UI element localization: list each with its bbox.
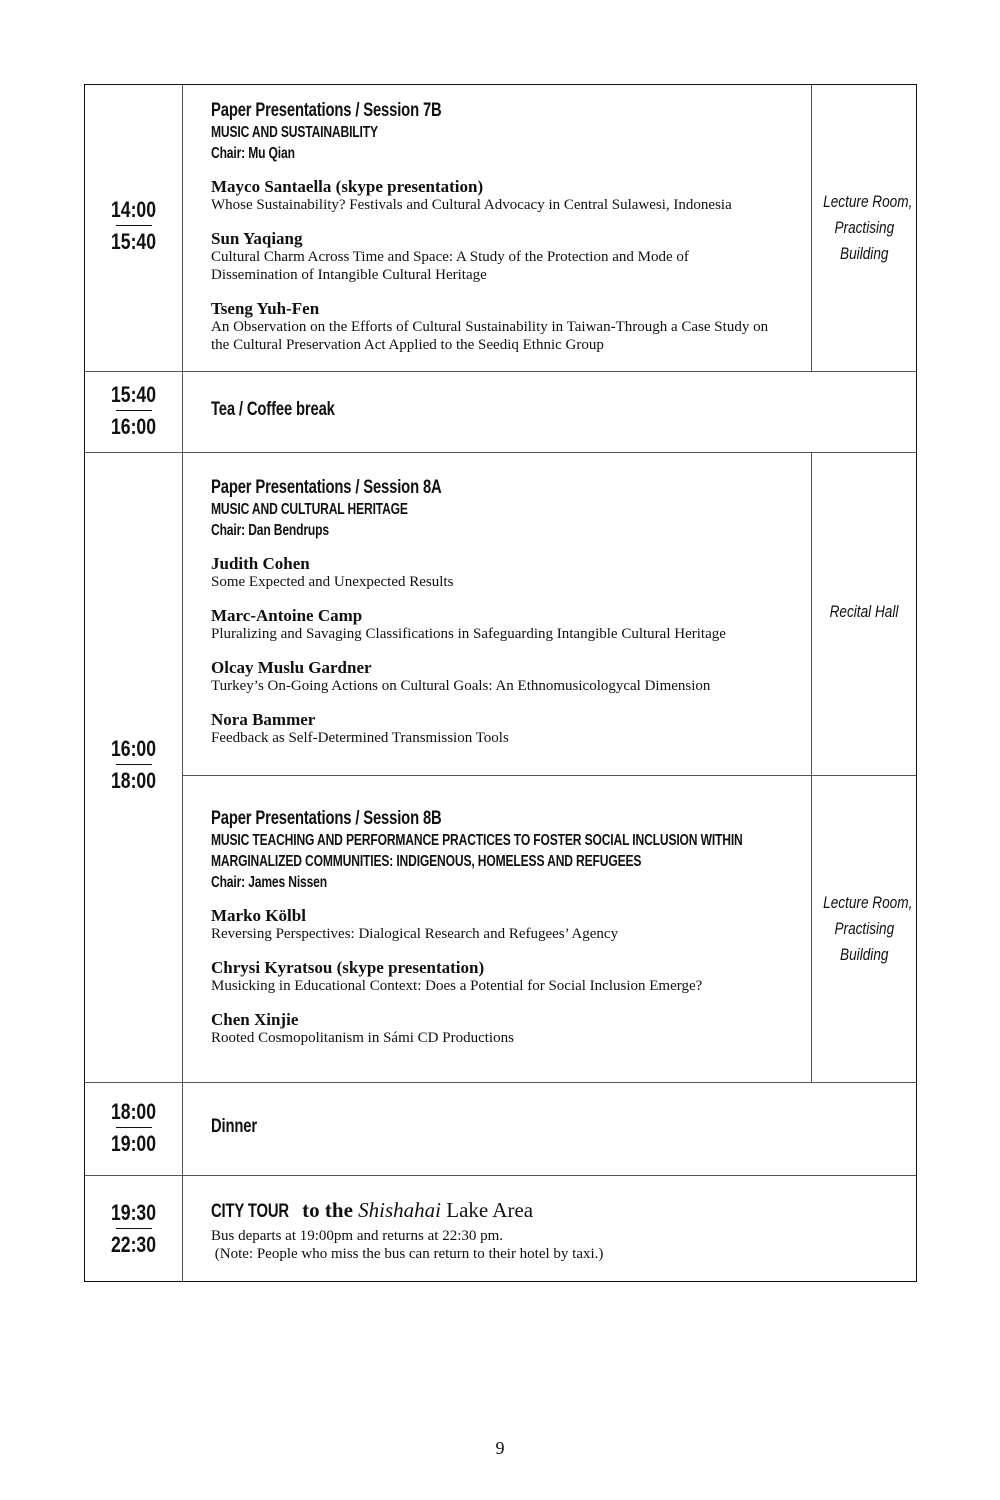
time-separator <box>116 1127 152 1128</box>
presentation <box>211 230 811 284</box>
presenter-name: Chrysi Kyratsou (skype presentation) <box>211 958 485 977</box>
city-tour-content <box>211 1197 811 1263</box>
start-time: 14:00 <box>110 197 157 222</box>
presenter-name: Olcay Muslu Gardner <box>211 658 372 677</box>
presentation-title: Whose Sustainability? Festivals and Cultural Advocacy in Central Sulawesi, Indonesia <box>211 197 732 213</box>
presentation-title: Turkey’s On-Going Actions on Cultural Goals: An Ethnomusicologycal Dimension <box>211 678 711 694</box>
time-range <box>85 382 182 440</box>
time-range <box>85 197 182 255</box>
location-line: Lecture Room, <box>823 893 913 912</box>
session-title: Paper Presentations / Session 8A <box>211 477 442 498</box>
location-line: Recital Hall <box>829 602 899 621</box>
start-time: 16:00 <box>110 736 157 761</box>
session-title: Paper Presentations / Session 7B <box>211 100 442 121</box>
presentation-title: Musicking in Educational Context: Does a Potential for Social Inclusion Emerge? <box>211 978 703 994</box>
start-time: 15:40 <box>110 382 157 407</box>
session-divider <box>182 775 916 776</box>
presentation <box>211 907 893 943</box>
presentation <box>211 555 811 591</box>
session-content <box>211 99 811 354</box>
schedule-row-city-tour <box>85 1175 916 1282</box>
location-line: Building <box>839 945 889 964</box>
session-theme-line: MUSIC TEACHING AND PERFORMANCE PRACTICES TO FOSTER SOCIAL INCLUSION WITHIN <box>211 832 743 849</box>
time-separator <box>116 764 152 765</box>
city-tour-title <box>211 1197 811 1225</box>
session-chair: Chair: Dan Bendrups <box>211 522 329 539</box>
location-cell <box>811 452 916 775</box>
presentation <box>211 959 893 995</box>
time-range <box>85 1200 182 1258</box>
city-tour-prefix: CITY TOUR <box>211 1201 289 1222</box>
time-range <box>85 736 182 794</box>
time-range <box>85 1099 182 1157</box>
presentation-title-line: An Observation on the Efforts of Cultural Sustainability in Taiwan-Through a Case Study on <box>211 319 769 335</box>
start-time: 18:00 <box>110 1099 157 1124</box>
presenter-name: Marko Kölbl <box>211 906 306 925</box>
presentation <box>211 659 811 695</box>
presenter-name: Sun Yaqiang <box>211 229 303 248</box>
presenter-name: Tseng Yuh-Fen <box>211 299 320 318</box>
city-tour-place: Shishahai <box>358 1198 441 1222</box>
presentation <box>211 1011 893 1047</box>
schedule-row-sessions-8 <box>85 452 916 1083</box>
schedule-row-coffee-break <box>85 371 916 453</box>
session-theme: MUSIC AND CULTURAL HERITAGE <box>211 501 408 518</box>
presentation-title: Some Expected and Unexpected Results <box>211 574 454 590</box>
location-line: Practising <box>834 919 894 938</box>
time-separator <box>116 225 152 226</box>
city-tour-bus-info: Bus departs at 19:00pm and returns at 22:30 pm. <box>211 1228 504 1244</box>
location-line: Lecture Room, <box>823 192 913 211</box>
presentation <box>211 300 811 354</box>
time-cell <box>85 1175 183 1282</box>
presenter-name: Judith Cohen <box>211 554 310 573</box>
presentation <box>211 607 811 643</box>
presentation-title-line: Cultural Charm Across Time and Space: A Study of the Protection and Mode of <box>211 249 689 265</box>
city-tour-note: (Note: People who miss the bus can return to their hotel by taxi.) <box>211 1246 604 1262</box>
time-cell <box>85 371 183 452</box>
location-line: Building <box>839 244 889 263</box>
session-chair: Chair: Mu Qian <box>211 145 295 162</box>
time-cell <box>85 1082 183 1175</box>
presenter-name: Chen Xinjie <box>211 1010 299 1029</box>
time-cell <box>85 85 183 371</box>
time-separator <box>116 1228 152 1229</box>
break-label: Tea / Coffee break <box>211 399 335 420</box>
session-content-8a <box>211 476 811 747</box>
presenter-name: Marc-Antoine Camp <box>211 606 363 625</box>
location-line: Practising <box>834 218 894 237</box>
end-time: 16:00 <box>110 414 157 439</box>
dinner-label: Dinner <box>211 1116 258 1137</box>
presentation <box>211 711 811 747</box>
presentation-title: Feedback as Self-Determined Transmission Tools <box>211 730 509 746</box>
session-title: Paper Presentations / Session 8B <box>211 808 442 829</box>
end-time: 22:30 <box>110 1232 157 1257</box>
presentation-title: Reversing Perspectives: Dialogical Research and Refugees’ Agency <box>211 926 619 942</box>
session-theme-line: MARGINALIZED COMMUNITIES: INDIGENOUS, HOMELESS AND REFUGEES <box>211 853 642 870</box>
end-time: 18:00 <box>110 768 157 793</box>
presentation-title: Rooted Cosmopolitanism in Sámi CD Productions <box>211 1030 514 1046</box>
schedule-row-session-7b <box>85 85 916 372</box>
session-chair: Chair: James Nissen <box>211 874 327 891</box>
city-tour-suffix: Lake Area <box>441 1198 534 1222</box>
start-time: 19:30 <box>110 1200 157 1225</box>
presentation-title-line: Dissemination of Intangible Cultural Heritage <box>211 267 487 283</box>
time-cell <box>85 452 183 1082</box>
session-content-8b <box>211 807 893 1047</box>
location-cell <box>811 85 916 371</box>
time-separator <box>116 410 152 411</box>
schedule-row-dinner <box>85 1082 916 1176</box>
presentation <box>211 178 811 214</box>
location-cell <box>811 775 916 1082</box>
end-time: 15:40 <box>110 229 157 254</box>
presenter-name: Nora Bammer <box>211 710 316 729</box>
session-theme: MUSIC AND SUSTAINABILITY <box>211 124 378 141</box>
schedule-table <box>84 84 917 1282</box>
page-number: 9 <box>495 1438 505 1458</box>
city-tour-mid: to the <box>296 1198 359 1222</box>
presenter-name: Mayco Santaella (skype presentation) <box>211 177 484 196</box>
end-time: 19:00 <box>110 1131 157 1156</box>
presentation-title-line: the Cultural Preservation Act Applied to the Seediq Ethnic Group <box>211 337 604 353</box>
presentation-title: Pluralizing and Savaging Classifications in Safeguarding Intangible Cultural Heritage <box>211 626 726 642</box>
